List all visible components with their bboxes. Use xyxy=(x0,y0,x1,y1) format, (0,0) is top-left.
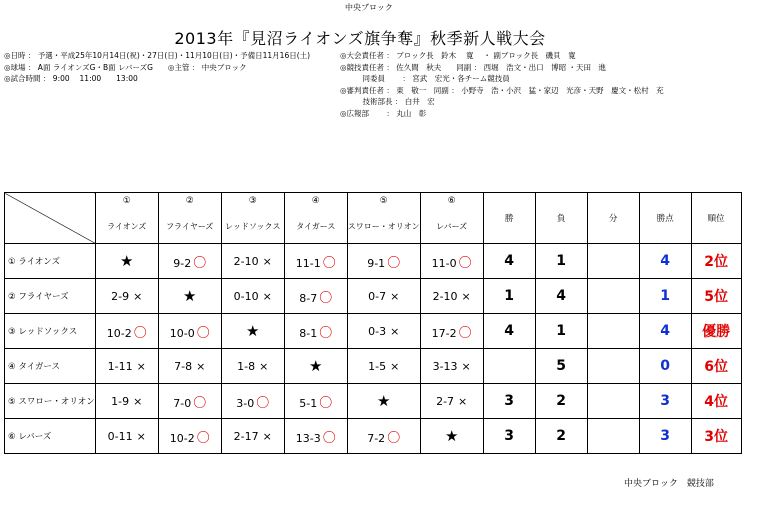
points-value: 0 xyxy=(660,358,671,374)
match-score: 2-7 xyxy=(436,394,455,408)
match-score: 1-8 xyxy=(237,359,256,373)
win-circle-icon: 〇 xyxy=(319,325,333,341)
points-cell xyxy=(639,349,691,384)
losses-value: 2 xyxy=(556,393,567,409)
points-cell xyxy=(639,279,691,314)
team-row xyxy=(5,419,742,454)
win-circle-icon: 〇 xyxy=(193,255,207,271)
rank-value: 3位 xyxy=(704,429,729,445)
match-score: 7-8 xyxy=(174,359,193,373)
losses-value: 1 xyxy=(556,253,567,269)
match-result-cell xyxy=(221,279,284,314)
loss-cross-icon: × xyxy=(262,429,272,443)
match-score: 3-13 xyxy=(432,359,458,373)
draws-cell xyxy=(587,349,639,384)
rank-cell xyxy=(691,384,741,419)
result-header xyxy=(535,193,587,244)
result-header xyxy=(483,193,535,244)
losses-value: 1 xyxy=(556,323,567,339)
match-score: 2-9 xyxy=(111,289,130,303)
points-cell xyxy=(639,244,691,279)
win-circle-icon: 〇 xyxy=(196,325,210,341)
info-left xyxy=(4,50,310,85)
column-number xyxy=(221,193,284,210)
row-team-name xyxy=(5,314,96,349)
row-team-label: ① ライオンズ xyxy=(8,257,61,267)
draws-cell xyxy=(587,314,639,349)
win-circle-icon: 〇 xyxy=(387,430,401,446)
row-team-label: ② フライヤーズ xyxy=(8,292,69,302)
match-score: 13-3 xyxy=(295,431,321,445)
rank-value: 優勝 xyxy=(702,324,731,340)
points-value: 3 xyxy=(660,428,671,444)
team-row xyxy=(5,384,742,419)
result-header-text: 勝 xyxy=(504,214,514,224)
loss-cross-icon: × xyxy=(390,324,400,338)
match-result-cell xyxy=(95,419,158,454)
column-number-text: ① xyxy=(122,196,131,206)
match-result-cell xyxy=(95,384,158,419)
match-result-cell xyxy=(158,349,221,384)
wins-cell xyxy=(483,349,535,384)
losses-cell xyxy=(535,349,587,384)
draws-cell xyxy=(587,384,639,419)
rank-value: 6位 xyxy=(704,359,729,375)
column-team-name xyxy=(221,209,284,244)
match-result-cell xyxy=(347,349,420,384)
rank-value: 5位 xyxy=(704,289,729,305)
row-team-label: ③ レッドソックス xyxy=(8,327,78,337)
info-umpire-manager: ◎審判責任者 ： 東 敬一 同副 ： 小野寺 浩・小沢 猛・家辺 光彦・天野 慶文・松村 充 xyxy=(340,85,664,95)
wins-value: 1 xyxy=(504,288,515,304)
match-score: 3-0 xyxy=(236,396,255,410)
match-score: 2-17 xyxy=(233,429,259,443)
match-score: 9-2 xyxy=(173,256,192,270)
info-committee: 同委員 ： 宮武 宏光・各チーム競技員 xyxy=(340,74,510,83)
self-match-star-icon: ★ xyxy=(309,357,323,375)
win-circle-icon: 〇 xyxy=(387,255,401,271)
match-score: 1-11 xyxy=(107,359,133,373)
team-row xyxy=(5,244,742,279)
points-value: 3 xyxy=(660,393,671,409)
match-result-cell xyxy=(95,349,158,384)
losses-cell xyxy=(535,314,587,349)
block-header: 中央ブロック xyxy=(345,3,393,12)
self-match-star-icon: ★ xyxy=(376,392,391,410)
match-result-cell xyxy=(347,279,420,314)
self-match-star-icon: ★ xyxy=(120,252,134,270)
win-circle-icon: 〇 xyxy=(319,290,333,306)
column-team-name xyxy=(420,209,483,244)
match-score: 17-2 xyxy=(431,326,457,340)
match-result-cell xyxy=(284,244,347,279)
match-score: 2-10 xyxy=(233,254,259,268)
rank-cell xyxy=(691,349,741,384)
match-result-cell xyxy=(158,314,221,349)
draws-cell xyxy=(587,419,639,454)
wins-value: 3 xyxy=(504,428,515,444)
loss-cross-icon: × xyxy=(136,359,146,373)
losses-cell xyxy=(535,419,587,454)
match-score: 11-1 xyxy=(295,256,321,270)
loss-cross-icon: × xyxy=(262,254,272,268)
losses-cell xyxy=(535,279,587,314)
wins-cell xyxy=(483,384,535,419)
loss-cross-icon: × xyxy=(259,359,269,373)
rank-cell xyxy=(691,279,741,314)
result-header-text: 負 xyxy=(556,214,566,224)
column-number xyxy=(420,193,483,210)
match-result-cell xyxy=(95,314,158,349)
losses-value: 5 xyxy=(556,358,567,374)
match-score: 8-7 xyxy=(299,291,318,305)
points-cell xyxy=(639,384,691,419)
column-team-name-text: レバーズ xyxy=(436,221,468,231)
column-team-name xyxy=(347,209,420,244)
column-number-text: ④ xyxy=(311,196,320,206)
wins-cell xyxy=(483,244,535,279)
corner-cell xyxy=(5,193,96,244)
points-cell xyxy=(639,419,691,454)
match-score: 0-10 xyxy=(233,289,259,303)
win-circle-icon: 〇 xyxy=(319,395,333,411)
loss-cross-icon: × xyxy=(461,359,471,373)
match-result-cell xyxy=(95,279,158,314)
points-cell xyxy=(639,314,691,349)
result-header-text: 順位 xyxy=(707,214,725,224)
loss-cross-icon: × xyxy=(133,394,143,408)
standings-table xyxy=(4,192,742,454)
win-circle-icon: 〇 xyxy=(458,255,472,271)
rank-cell xyxy=(691,314,741,349)
loss-cross-icon: × xyxy=(262,289,272,303)
info-technical-director: 技術部長 ： 白井 宏 xyxy=(340,97,435,106)
match-score: 0-3 xyxy=(368,324,387,338)
match-result-cell xyxy=(158,419,221,454)
wins-cell xyxy=(483,279,535,314)
team-row xyxy=(5,279,742,314)
match-result-cell xyxy=(221,314,284,349)
loss-cross-icon: × xyxy=(390,359,400,373)
match-result-cell xyxy=(420,349,483,384)
column-team-name-text: スワロー・オリオン xyxy=(347,221,420,231)
column-team-name xyxy=(284,209,347,244)
loss-cross-icon: × xyxy=(390,289,400,303)
match-score: 0-7 xyxy=(368,289,387,303)
match-result-cell xyxy=(420,419,483,454)
self-match-star-icon: ★ xyxy=(183,287,197,305)
match-result-cell xyxy=(347,244,420,279)
match-result-cell xyxy=(420,244,483,279)
team-row xyxy=(5,349,742,384)
info-time-line: ◎試合時間 ： 9:00 11:00 13:00 xyxy=(4,74,138,83)
match-result-cell xyxy=(221,419,284,454)
result-header-text: 分 xyxy=(608,214,618,224)
match-result-cell xyxy=(221,244,284,279)
match-result-cell xyxy=(158,384,221,419)
match-result-cell xyxy=(420,384,483,419)
column-number-text: ⑥ xyxy=(447,196,456,206)
match-result-cell xyxy=(420,279,483,314)
row-team-name xyxy=(5,384,96,419)
loss-cross-icon: × xyxy=(136,429,146,443)
result-header xyxy=(691,193,741,244)
result-header xyxy=(587,193,639,244)
result-header-text: 勝点 xyxy=(656,214,674,224)
match-result-cell xyxy=(221,384,284,419)
match-result-cell xyxy=(158,279,221,314)
column-number-text: ⑤ xyxy=(379,196,388,206)
match-score: 10-2 xyxy=(169,431,195,445)
row-team-name xyxy=(5,279,96,314)
loss-cross-icon: × xyxy=(461,289,471,303)
match-result-cell xyxy=(284,279,347,314)
wins-cell xyxy=(483,419,535,454)
match-score: 7-2 xyxy=(367,431,386,445)
info-competition-manager: ◎競技責任者 ： 佐久間 秋夫 同副 ： 西堀 浩文・出口 博昭 ・天田 進 xyxy=(340,62,606,72)
match-score: 9-1 xyxy=(367,256,386,270)
wins-value: 3 xyxy=(504,393,515,409)
losses-cell xyxy=(535,384,587,419)
draws-cell xyxy=(587,244,639,279)
column-number-text: ③ xyxy=(248,196,257,206)
row-team-name xyxy=(5,419,96,454)
result-header xyxy=(639,193,691,244)
column-number xyxy=(95,193,158,210)
match-score: 0-11 xyxy=(107,429,133,443)
win-circle-icon: 〇 xyxy=(322,430,336,446)
win-circle-icon: 〇 xyxy=(193,395,207,411)
match-result-cell xyxy=(284,384,347,419)
losses-value: 4 xyxy=(556,288,567,304)
self-match-star-icon: ★ xyxy=(444,427,459,445)
wins-cell xyxy=(483,314,535,349)
column-number xyxy=(284,193,347,210)
draws-cell xyxy=(587,279,639,314)
row-team-label: ⑥ レバーズ xyxy=(8,432,52,442)
points-value: 4 xyxy=(660,253,671,269)
header-number-row xyxy=(5,193,742,210)
points-value: 1 xyxy=(660,288,671,304)
info-right xyxy=(340,50,664,119)
loss-cross-icon: × xyxy=(196,359,206,373)
match-score: 7-0 xyxy=(173,396,192,410)
match-result-cell xyxy=(221,349,284,384)
losses-cell xyxy=(535,244,587,279)
win-circle-icon: 〇 xyxy=(133,325,147,341)
match-score: 1-9 xyxy=(111,394,130,408)
match-result-cell xyxy=(158,244,221,279)
loss-cross-icon: × xyxy=(458,394,468,408)
column-number xyxy=(158,193,221,210)
wins-value: 4 xyxy=(504,323,515,339)
column-team-name-text: タイガース xyxy=(296,221,336,231)
info-tournament-manager: ◎大会責任者 ： ブロック長 鈴木 寛 ・ 副ブロック長 磯貝 寛 xyxy=(340,51,576,60)
match-score: 2-10 xyxy=(432,289,458,303)
column-number xyxy=(347,193,420,210)
footer-credit: 中央ブロック 競技部 xyxy=(624,479,714,489)
match-result-cell xyxy=(347,314,420,349)
win-circle-icon: 〇 xyxy=(322,255,336,271)
row-team-name xyxy=(5,244,96,279)
losses-value: 2 xyxy=(556,428,567,444)
match-score: 5-1 xyxy=(299,396,318,410)
loss-cross-icon: × xyxy=(133,289,143,303)
info-publicity: ◎広報部 ： 丸山 彰 xyxy=(340,108,427,118)
info-field-line: ◎球場 ： A面 ライオンズG・B面 レバーズG ◎主管 ： 中央ブロック xyxy=(4,62,247,72)
column-number-text: ② xyxy=(185,196,194,206)
column-team-name-text: ライオンズ xyxy=(107,221,147,231)
match-score: 11-0 xyxy=(431,256,457,270)
column-team-name-text: レッドソックス xyxy=(225,221,281,231)
match-score: 10-2 xyxy=(106,326,132,340)
match-result-cell xyxy=(347,419,420,454)
row-team-label: ⑤ スワロー・オリオン xyxy=(8,397,95,407)
column-team-name xyxy=(95,209,158,244)
win-circle-icon: 〇 xyxy=(256,395,270,411)
self-match-star-icon: ★ xyxy=(246,322,260,340)
row-team-label: ④ タイガース xyxy=(8,362,60,372)
rank-cell xyxy=(691,419,741,454)
match-result-cell xyxy=(284,419,347,454)
match-result-cell xyxy=(347,384,420,419)
rank-value: 2位 xyxy=(704,254,729,270)
wins-value: 4 xyxy=(504,253,515,269)
match-result-cell xyxy=(420,314,483,349)
points-value: 4 xyxy=(660,323,671,339)
team-row xyxy=(5,314,742,349)
info-date-line: ◎日時 ： 予選・平成25年10月14日(祝)・27日(日)・11月10日(日)・予備日11月16日(土) xyxy=(4,51,311,60)
match-result-cell xyxy=(95,244,158,279)
match-result-cell xyxy=(284,349,347,384)
page-title: 2013年『見沼ライオンズ旗争奪』秋季新人戦大会 xyxy=(174,29,546,48)
rank-value: 4位 xyxy=(704,394,729,410)
match-result-cell xyxy=(284,314,347,349)
match-score: 8-1 xyxy=(299,326,318,340)
rank-cell xyxy=(691,244,741,279)
match-score: 10-0 xyxy=(169,326,195,340)
win-circle-icon: 〇 xyxy=(196,430,210,446)
row-team-name xyxy=(5,349,96,384)
match-score: 1-5 xyxy=(368,359,387,373)
win-circle-icon: 〇 xyxy=(458,325,472,341)
column-team-name xyxy=(158,209,221,244)
column-team-name-text: フライヤーズ xyxy=(166,221,214,231)
